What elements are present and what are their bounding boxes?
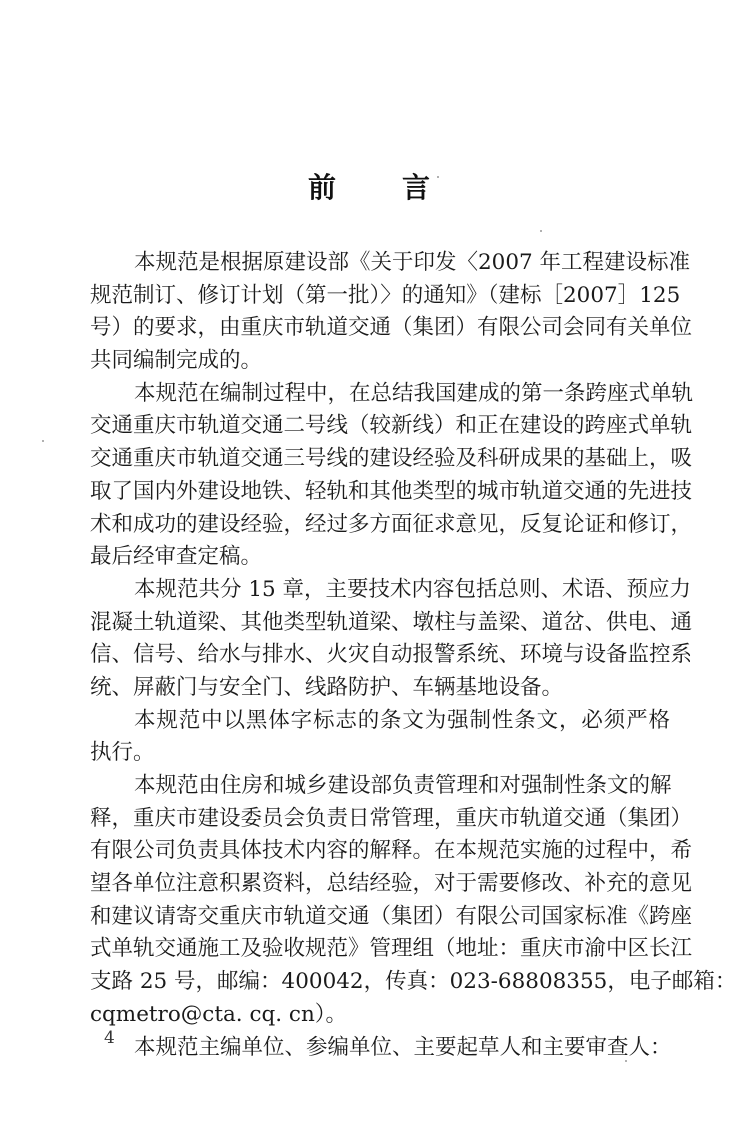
- page-number: 4: [104, 1028, 115, 1048]
- paragraph-2-line-2: 交通重庆市轨道交通二号线（较新线）和正在建设的跨座式单轨: [90, 413, 693, 439]
- paragraph-5-line-5: 和建议请寄交重庆市轨道交通（集团）有限公司国家标准《跨座: [90, 903, 693, 929]
- scan-speck: [437, 176, 439, 178]
- paragraph-2-line-5: 术和成功的建设经验，经过多方面征求意见，反复论证和修订，: [90, 511, 693, 537]
- title-char-1: 前: [307, 171, 336, 204]
- paragraph-5-line-2: 释，重庆市建设委员会负责日常管理，重庆市轨道交通（集团）: [90, 805, 693, 831]
- paragraph-5-line-7: 支路 25 号，邮编：400042，传真：023-68808355，电子邮箱：: [90, 969, 737, 995]
- scan-speck: [42, 440, 44, 442]
- paragraph-2-line-3: 交通重庆市轨道交通三号线的建设经验及科研成果的基础上，吸: [90, 446, 693, 472]
- paragraph-1-line-2: 规范制订、修订计划（第一批）〉的通知》（建标［2007］125: [90, 282, 681, 308]
- paragraph-4-line-1: 本规范中以黑体字标志的条文为强制性条文，必须严格: [134, 707, 670, 733]
- scan-speck: [540, 230, 542, 232]
- paragraph-3-line-2: 混凝土轨道梁、其他类型轨道梁、墩柱与盖梁、道岔、供电、通: [90, 609, 693, 635]
- title-char-2: 言: [402, 171, 431, 204]
- paragraph-3-line-3: 信、信号、给水与排水、火灾自动报警系统、环境与设备监控系: [90, 642, 693, 668]
- paragraph-2-line-4: 取了国内外建设地铁、轻轨和其他类型的城市轨道交通的先进技: [90, 478, 693, 504]
- paragraph-5-line-1: 本规范由住房和城乡建设部负责管理和对强制性条文的解: [134, 773, 672, 798]
- paragraph-2-line-1: 本规范在编制过程中，在总结我国建成的第一条跨座式单轨: [134, 380, 694, 406]
- paragraph-3-line-4: 统、屏蔽门与安全门、线路防护、车辆基地设备。: [90, 674, 564, 700]
- paragraph-6-line-1: 本规范主编单位、参编单位、主要起草人和主要审查人：: [134, 1034, 672, 1060]
- paragraph-1-line-4: 共同编制完成的。: [90, 348, 263, 374]
- paragraph-5-line-4: 望各单位注意积累资料，总结经验，对于需要修改、补充的意见: [90, 871, 693, 897]
- body-text: [90, 247, 737, 1064]
- paragraph-2-line-6: 最后经审查定稿。: [90, 544, 263, 570]
- paragraph-3-line-1: 本规范共分 15 章，主要技术内容包括总则、术语、预应力: [134, 576, 692, 602]
- scan-speck: [625, 1060, 627, 1062]
- paragraph-5-line-6: 式单轨交通施工及验收规范》管理组（地址：重庆市渝中区长江: [90, 936, 693, 962]
- paragraph-5-line-3: 有限公司负责具体技术内容的解释。在本规范实施的过程中，希: [90, 838, 693, 864]
- paragraph-1-line-3: 号）的要求，由重庆市轨道交通（集团）有限公司会同有关单位: [90, 315, 693, 341]
- paragraph-1-line-1: 本规范是根据原建设部《关于印发〈2007 年工程建设标准: [134, 250, 691, 275]
- page-title: [0, 166, 738, 206]
- paragraph-4-line-2: 执行。: [90, 740, 155, 766]
- paragraph-5-line-8: cqmetro@cta. cq. cn）。: [90, 1001, 348, 1027]
